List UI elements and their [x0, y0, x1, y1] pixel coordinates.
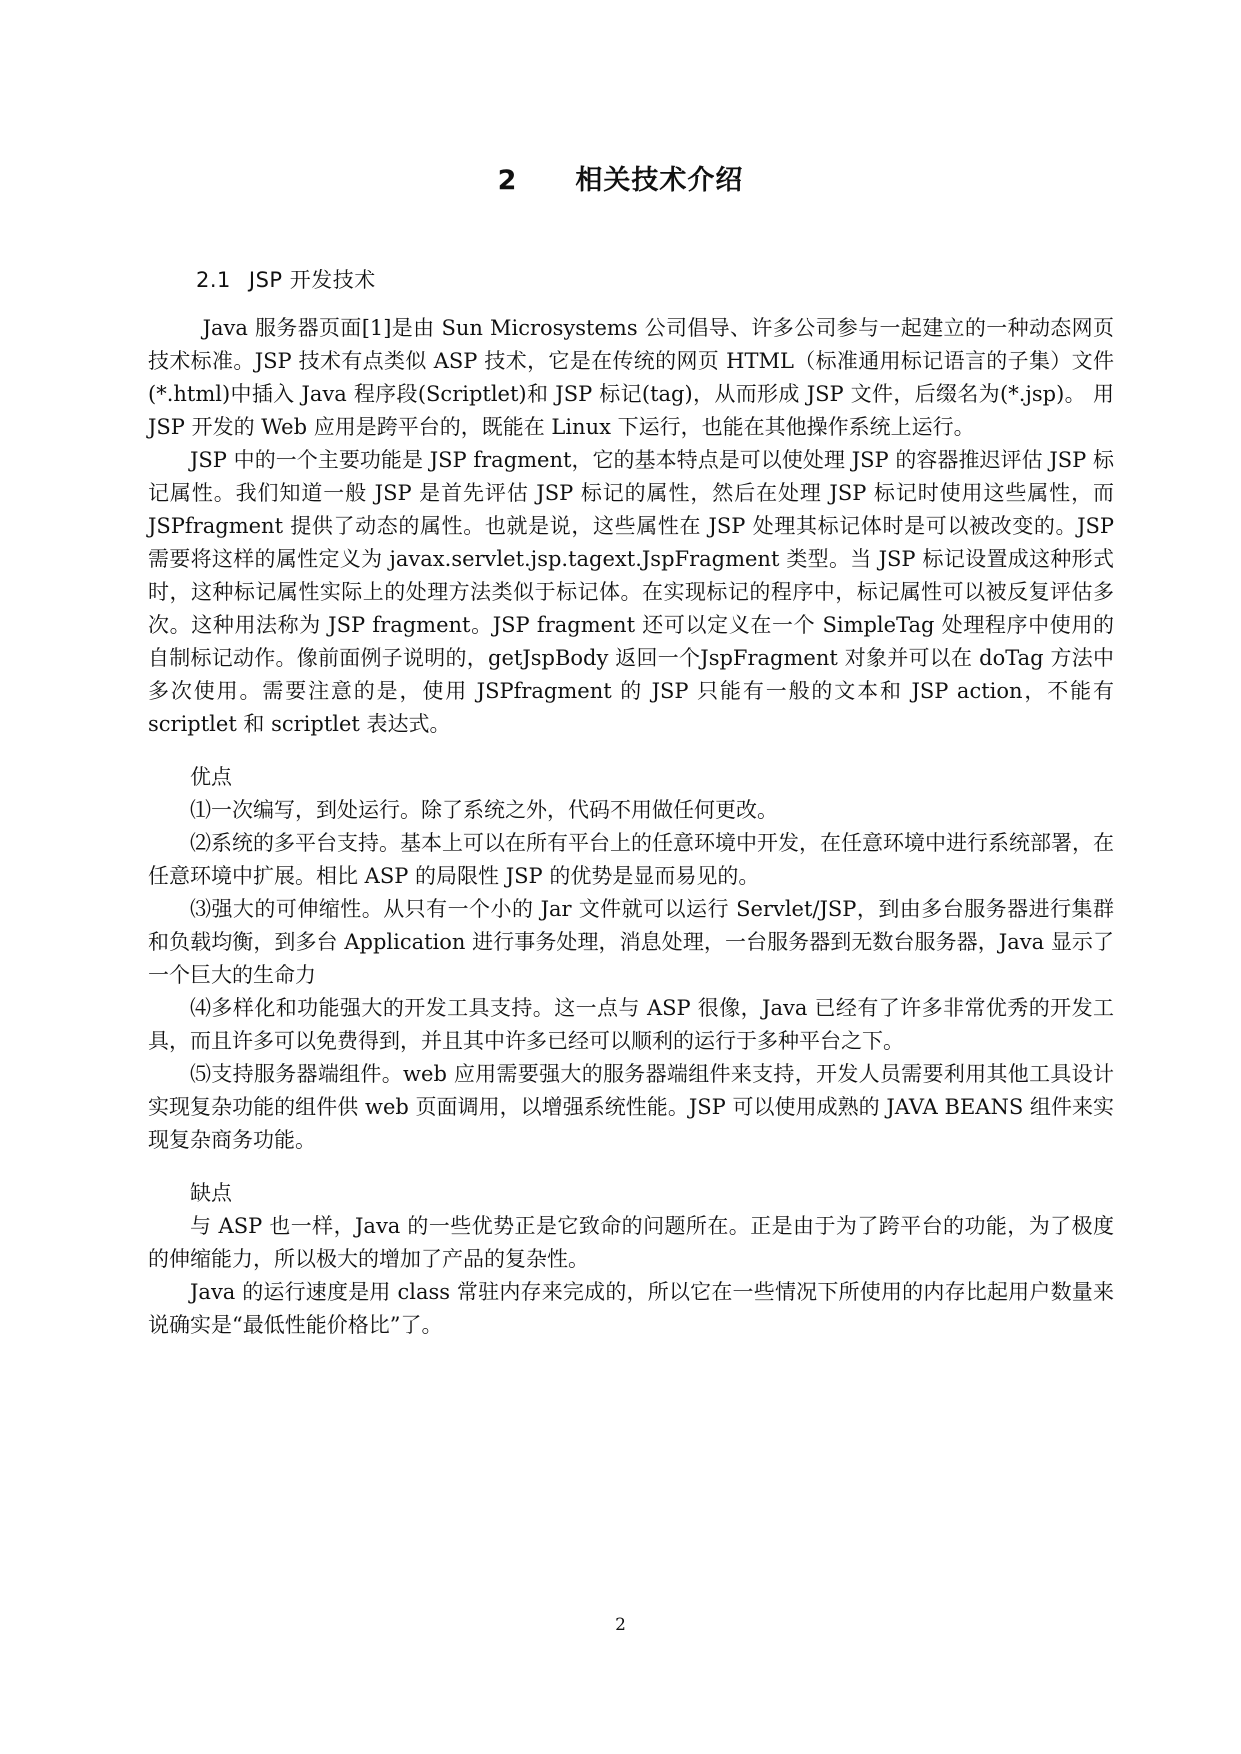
- chapter-title: 相关技术介绍: [575, 165, 744, 196]
- section-heading: [196, 264, 376, 294]
- disadvantage-item-1: 与 ASP 也一样，Java 的一些优势正是它致命的问题所在。正是由于为了跨平台的功能，为了极度的伸缩能力，所以极大的增加了产品的复杂性。: [148, 1214, 1114, 1271]
- advantage-item-2: ⑵系统的多平台支持。基本上可以在所有平台上的任意环境中开发，在任意环境中进行系统部署，在任意环境中扩展。相比 ASP 的局限性 JSP 的优势是显而易见的。: [148, 831, 1114, 888]
- advantage-item-5: ⑸支持服务器端组件。web 应用需要强大的服务器端组件来支持，开发人员需要利用其他工具设计实现复杂功能的组件供 web 页面调用，以增强系统性能。JSP 可以使用成熟的 JAVA BEANS 组件来实现复杂商务功能。: [148, 1062, 1114, 1152]
- chapter-heading: [0, 158, 1241, 197]
- paragraph-intro-1: Java 服务器页面[1]是由 Sun Microsystems 公司倡导、许多公司参与一起建立的一种动态网页技术标准。JSP 技术有点类似 ASP 技术，它是在传统的网页 HTML（标准通用标记语言的子集）文件(*.html)中插入 Java 程序段(Scriptlet)和 JSP 标记(tag)，从而形成 JSP 文件，后缀名为(*.jsp)。 用 JSP 开发的 Web 应用是跨平台的，既能在 Linux 下运行，也能在其他操作系统上运行。: [148, 316, 1114, 439]
- page-number: 2: [615, 1615, 626, 1635]
- body-text: [148, 312, 1114, 1342]
- spacer: [148, 741, 1114, 761]
- section-number: 2.1: [196, 268, 231, 292]
- advantage-item-3: ⑶强大的可伸缩性。从只有一个小的 Jar 文件就可以运行 Servlet/JSP，到由多台服务器进行集群和负载均衡，到多台 Application 进行事务处理，消息处理，一台服务器到无数台服务器，Java 显示了一个巨大的生命力: [148, 897, 1114, 987]
- advantage-item-1: ⑴一次编写，到处运行。除了系统之外，代码不用做任何更改。: [190, 798, 778, 822]
- advantage-item-4: ⑷多样化和功能强大的开发工具支持。这一点与 ASP 很像，Java 已经有了许多非常优秀的开发工具，而且许多可以免费得到，并且其中许多已经可以顺利的运行于多种平台之下。: [148, 996, 1114, 1053]
- advantages-heading: 优点: [190, 765, 232, 789]
- section-title: JSP 开发技术: [248, 268, 376, 292]
- disadvantage-item-2: Java 的运行速度是用 class 常驻内存来完成的，所以它在一些情况下所使用的内存比起用户数量来说确实是“最低性能价格比”了。: [148, 1280, 1114, 1337]
- chapter-number: 2: [497, 165, 518, 196]
- spacer: [148, 1157, 1114, 1177]
- paragraph-intro-2: JSP 中的一个主要功能是 JSP fragment，它的基本特点是可以使处理 JSP 的容器推迟评估 JSP 标记属性。我们知道一般 JSP 是首先评估 JSP 标记的属性，然后在处理 JSP 标记时使用这些属性，而 JSPfragment 提供了动态的属性。也就是说，这些属性在 JSP 处理其标记体时是可以被改变的。JSP 需要将这样的属性定义为 javax.servlet.jsp.tagext.JspFragment 类型。当 JSP 标记设置成这种形式时，这种标记属性实际上的处理方法类似于标记体。在实现标记的程序中，标记属性可以被反复评估多次。这种用法称为 JSP fragment。JSP fragment 还可以定义在一个 SimpleTag 处理程序中使用的自制标记动作。像前面例子说明的，getJspBody 返回一个JspFragment 对象并可以在 doTag 方法中多次使用。需要注意的是，使用 JSPfragment 的 JSP 只能有一般的文本和 JSP action，不能有 scriptlet 和 scriptlet 表达式。: [148, 448, 1114, 736]
- disadvantages-heading: 缺点: [190, 1181, 232, 1205]
